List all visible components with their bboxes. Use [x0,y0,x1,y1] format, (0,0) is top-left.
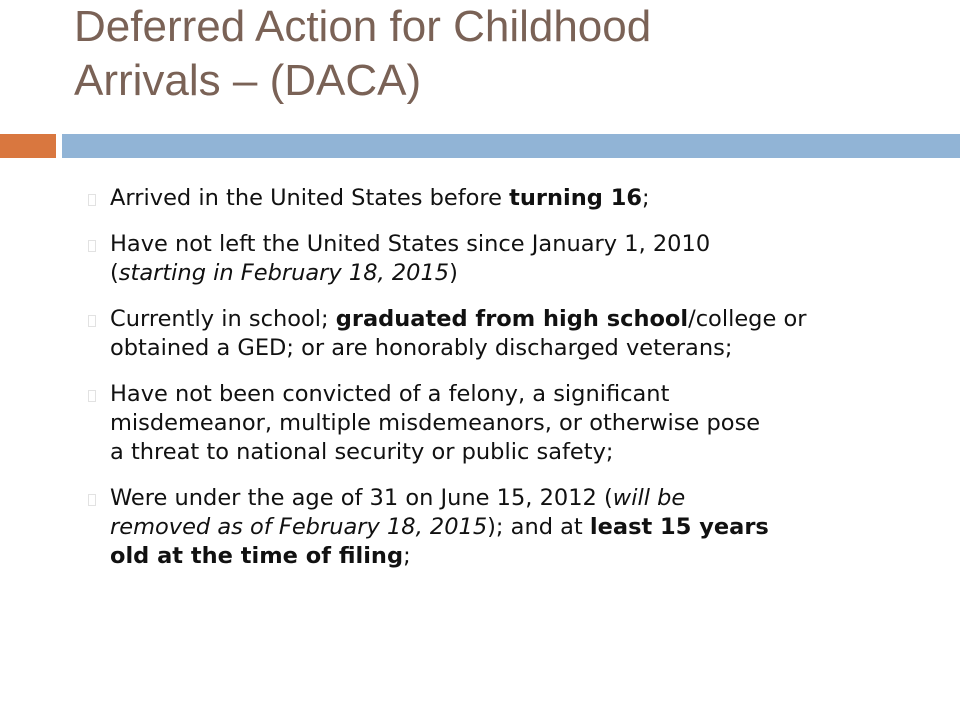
bullet-5-line-2: removed as of February 18, 2015); and at least 15 years [110,514,769,540]
bullet-item-5 [84,484,924,571]
bullet-item-2 [84,230,924,288]
bullet-4-line-1: Have not been convicted of a felony, a significant [110,381,670,407]
accent-bar-orange [0,134,56,158]
bullet-square-icon [88,494,96,506]
bullet-square-icon [88,240,96,252]
bullet-2-line-2: (starting in February 18, 2015) [110,260,458,286]
slide-title [74,0,934,108]
bullet-5-line-1: Were under the age of 31 on June 15, 2012 (will be [110,485,686,511]
bullet-3-line-2: obtained a GED; or are honorably discharged veterans; [110,335,733,361]
bullet-square-icon [88,315,96,327]
slide-title-line-2: Arrivals – (DACA) [74,56,422,105]
bullet-list [84,184,924,588]
bullet-4-line-2: misdemeanor, multiple misdemeanors, or otherwise pose [110,410,761,436]
bullet-4-line-3: a threat to national security or public safety; [110,439,614,465]
bullet-item-3 [84,305,924,363]
bullet-1-line-1: Arrived in the United States before turning 16; [110,185,650,211]
bullet-item-4 [84,380,924,467]
accent-bar-blue [62,134,960,158]
bullet-item-1 [84,184,924,213]
bullet-square-icon [88,194,96,206]
bullet-3-line-1: Currently in school; graduated from high school/college or [110,306,807,332]
bullet-2-line-1: Have not left the United States since January 1, 2010 [110,231,711,257]
slide-title-line-1: Deferred Action for Childhood [74,2,652,51]
bullet-square-icon [88,390,96,402]
bullet-5-line-3: old at the time of filing; [110,543,411,569]
